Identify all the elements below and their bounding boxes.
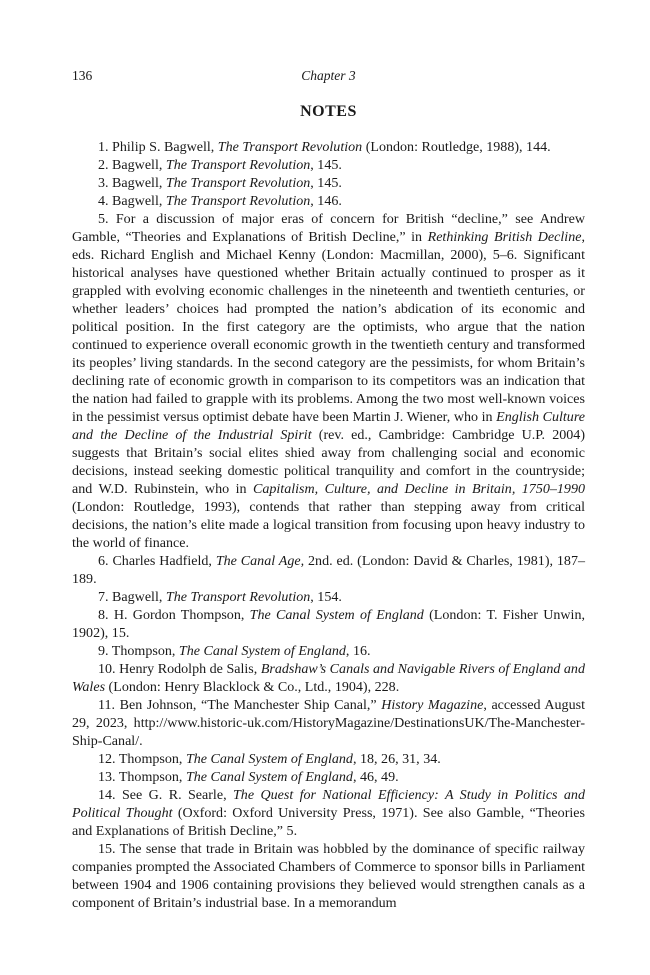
note-text: , 145. bbox=[310, 175, 342, 191]
note-text: Bagwell, bbox=[112, 175, 166, 191]
note-number: 2. bbox=[98, 157, 113, 173]
note-title-italic: The Transport Revolution bbox=[165, 175, 311, 191]
note-number: 5. bbox=[98, 211, 116, 227]
note-number: 9. bbox=[98, 643, 112, 659]
note-title-italic: The Transport Revolution bbox=[217, 139, 363, 155]
note-text: Ben Johnson, “The Manchester Ship Canal,” bbox=[119, 697, 382, 713]
note-title-italic: English Culture and the Decline of the Industrial Spirit bbox=[72, 409, 585, 443]
note-item bbox=[72, 840, 585, 912]
note-title-italic: Capitalism, Culture, and Decline in Britain, 1750–1990 bbox=[252, 481, 585, 497]
note-title-italic: The Transport Revolution bbox=[165, 193, 311, 209]
note-number: 10. bbox=[98, 661, 120, 677]
note-number: 4. bbox=[98, 193, 113, 209]
note-title-italic: The Canal System of England bbox=[178, 643, 346, 659]
note-item bbox=[72, 174, 585, 192]
note-text: Thompson, bbox=[111, 643, 179, 659]
note-title-italic: The Canal System of England bbox=[249, 607, 424, 623]
note-text: (Oxford: Oxford University Press, 1971). See also Gamble, “Theories and Explanations of British Decline,” 5. bbox=[72, 805, 585, 839]
note-text: Bagwell, bbox=[112, 589, 166, 605]
note-title-italic: Bradshaw’s Canals and Navigable Rivers of England and Wales bbox=[72, 661, 585, 695]
note-text: (London: Routledge, 1988), 144. bbox=[362, 139, 551, 155]
note-item bbox=[72, 642, 585, 660]
note-item bbox=[72, 588, 585, 606]
note-text: Henry Rodolph de Salis, bbox=[119, 661, 261, 677]
note-number: 15. bbox=[98, 841, 120, 857]
note-title-italic: The Transport Revolution bbox=[165, 157, 311, 173]
note-text: Charles Hadfield, bbox=[112, 553, 216, 569]
note-text: Thompson, bbox=[118, 769, 186, 785]
note-number: 13. bbox=[98, 769, 119, 785]
note-title-italic: The Canal System of England bbox=[185, 751, 353, 767]
note-text: , 154. bbox=[310, 589, 342, 605]
page-number: 136 bbox=[72, 68, 93, 83]
notes-list bbox=[72, 138, 585, 912]
note-text: , 46, 49. bbox=[352, 769, 399, 785]
note-item bbox=[72, 552, 585, 588]
note-title-italic: Rethinking British Decline bbox=[427, 229, 582, 245]
note-title-italic: History Magazine bbox=[381, 697, 484, 713]
note-text: The sense that trade in Britain was hobbled by the dominance of specific railway companies prompted the Associated Chambers of Commerce to sponsor bills in Parliament between 1904 and 1906 containing provisions they believed would strengthen canals as a component of Britain’s industrial base. In a memorandum bbox=[72, 841, 585, 911]
note-text: Bagwell, bbox=[112, 157, 166, 173]
note-text: Thompson, bbox=[118, 751, 186, 767]
note-title-italic: The Canal Age, bbox=[215, 553, 305, 569]
note-number: 6. bbox=[98, 553, 113, 569]
note-item bbox=[72, 210, 585, 552]
note-item bbox=[72, 192, 585, 210]
note-item bbox=[72, 696, 585, 750]
note-text: 2nd. ed. (London: David & Charles, 1981), 187–189. bbox=[72, 553, 585, 587]
note-number: 7. bbox=[98, 589, 113, 605]
note-item bbox=[72, 138, 585, 156]
note-item bbox=[72, 750, 585, 768]
note-text: Bagwell, bbox=[112, 193, 166, 209]
note-text: (London: Routledge, 1993), contends that rather than stepping away from critical decisions, the nation’s elite made a logical transition from focusing upon heavy industry to the world of finance. bbox=[72, 499, 585, 551]
note-text: Philip S. Bagwell, bbox=[112, 139, 218, 155]
note-text: (London: T. Fisher Unwin, 1902), 15. bbox=[72, 607, 585, 641]
note-title-italic: The Quest for National Efficiency: A Study in Politics and Political Thought bbox=[72, 787, 585, 821]
note-text: , 145. bbox=[310, 157, 342, 173]
note-text: (rev. ed., Cambridge: Cambridge U.P. 2004) suggests that Britain’s social elites shied away from challenging social and economic decisions, instead seeking domestic political tranquility and comfort in the countryside; and W.D. Rubinstein, who in bbox=[72, 427, 585, 497]
note-item bbox=[72, 606, 585, 642]
note-item bbox=[72, 660, 585, 696]
notes-heading: NOTES bbox=[300, 103, 357, 120]
note-text: (London: Henry Blacklock & Co., Ltd., 1904), 228. bbox=[105, 679, 400, 695]
note-text: , 18, 26, 31, 34. bbox=[352, 751, 441, 767]
note-number: 3. bbox=[98, 175, 113, 191]
note-text: , 16. bbox=[345, 643, 371, 659]
note-text: H. Gordon Thompson, bbox=[113, 607, 250, 623]
note-text: For a discussion of major eras of concern for British “decline,” see Andrew Gamble, “Theories and Explanations of British Decline,” in bbox=[72, 211, 585, 245]
note-title-italic: The Canal System of England bbox=[185, 769, 353, 785]
note-item bbox=[72, 768, 585, 786]
note-text: , eds. Richard English and Michael Kenny (London: Macmillan, 2000), 5–6. Significant historical analyses have questioned whether Britain actually continued to prosper as it grappled with evolving economic challenges in the nineteenth and twentieth centuries, or whether leaders’ choices had prompted the nation’s abdication of its economic and political position. In the first category are the optimists, who argue that the nation continued to experience overall economic growth in the twentieth century and transformed its peoples’ living standards. In the second category are the pessimists, for whom Britain’s declining rate of economic growth in comparison to its competitors was an indication that the nation had failed to grapple with its problems. Among the two most well-known voices in the pessimist versus optimist debate have been Martin J. Wiener, who in bbox=[72, 229, 585, 425]
note-number: 1. bbox=[98, 139, 113, 155]
note-text: See G. R. Searle, bbox=[121, 787, 233, 803]
note-text: , accessed August 29, 2023, http://www.historic-uk.com/HistoryMagazine/DestinationsUK/The-Manchester-Ship-Canal/. bbox=[72, 697, 585, 749]
note-item bbox=[72, 786, 585, 840]
note-number: 11. bbox=[98, 697, 120, 713]
note-number: 12. bbox=[98, 751, 119, 767]
note-text: , 146. bbox=[310, 193, 342, 209]
note-item bbox=[72, 156, 585, 174]
note-title-italic: The Transport Revolution bbox=[165, 589, 311, 605]
note-number: 8. bbox=[98, 607, 114, 623]
note-number: 14. bbox=[98, 787, 122, 803]
running-head: Chapter 3 bbox=[301, 68, 356, 83]
page-header bbox=[72, 68, 585, 86]
